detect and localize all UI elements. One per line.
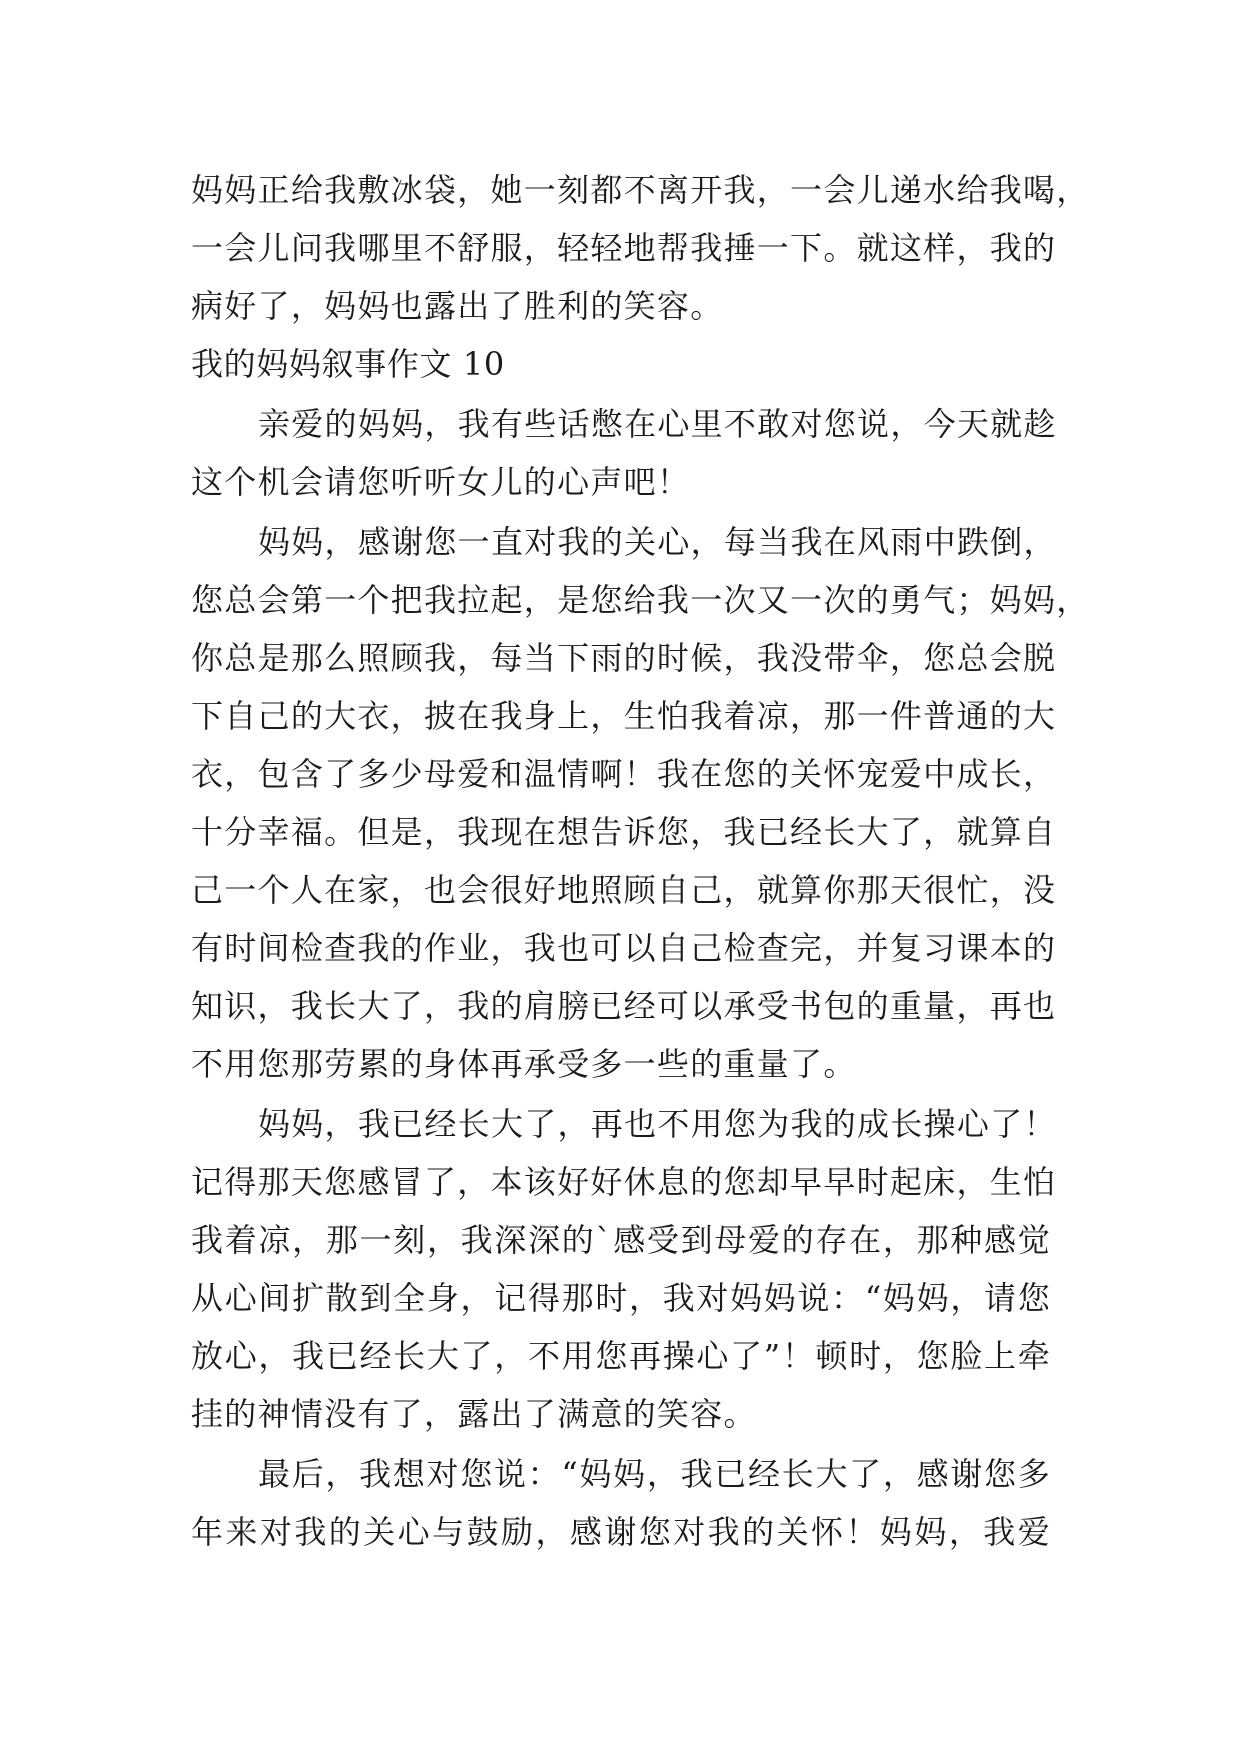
paragraph-line: 妈妈，感谢您一直对我的关心，每当我在风雨中跌倒， — [258, 523, 1057, 561]
paragraph-line: 有时间检查我的作业，我也可以自己检查完，并复习课本的 — [191, 929, 1057, 967]
paragraph-line: 下自己的大衣，披在我身上，生怕我着凉，那一件普通的大 — [191, 697, 1057, 735]
paragraph-line: 知识，我长大了，我的肩膀已经可以承受书包的重量，再也 — [191, 987, 1057, 1025]
paragraph-line: 病好了，妈妈也露出了胜利的笑容。 — [191, 287, 724, 325]
paragraph-line: 记得那天您感冒了，本该好好休息的您却早早时起床，生怕 — [191, 1163, 1057, 1201]
paragraph-line: 从心间扩散到全身，记得那时，我对妈妈说：“妈妈，请您 — [191, 1279, 1051, 1317]
paragraph-line: 你总是那么照顾我，每当下雨的时候，我没带伞，您总会脱 — [191, 639, 1057, 677]
paragraph-line: 妈妈正给我敷冰袋，她一刻都不离开我，一会儿递水给我喝， — [191, 171, 1090, 209]
paragraph-line: 您总会第一个把我拉起，是您给我一次又一次的勇气；妈妈， — [191, 581, 1090, 619]
paragraph-line: 衣，包含了多少母爱和温情啊！我在您的关怀宠爱中成长， — [191, 755, 1057, 793]
paragraph-line: 妈妈，我已经长大了，再也不用您为我的成长操心了！ — [258, 1105, 1057, 1143]
paragraph-line: 年来对我的关心与鼓励，感谢您对我的关怀！妈妈，我爱 — [191, 1513, 1051, 1551]
essay-heading: 我的妈妈叙事作文 10 — [191, 345, 505, 383]
paragraph-line: 不用您那劳累的身体再承受多一些的重量了。 — [191, 1045, 857, 1083]
paragraph-line: 己一个人在家，也会很好地照顾自己，就算你那天很忙，没 — [191, 871, 1057, 909]
paragraph-line: 最后，我想对您说：“妈妈，我已经长大了，感谢您多 — [258, 1455, 1051, 1493]
paragraph-line: 十分幸福。但是，我现在想告诉您，我已经长大了，就算自 — [191, 813, 1057, 851]
paragraph-line: 一会儿问我哪里不舒服，轻轻地帮我捶一下。就这样，我的 — [191, 229, 1057, 267]
paragraph-line: 这个机会请您听听女儿的心声吧！ — [191, 463, 691, 501]
paragraph-line: 亲爱的妈妈，我有些话憋在心里不敢对您说，今天就趁 — [258, 405, 1057, 443]
paragraph-line: 放心，我已经长大了，不用您再操心了”！顿时，您脸上牵 — [191, 1337, 1051, 1375]
paragraph-line: 我着凉，那一刻，我深深的`感受到母爱的存在，那种感觉 — [191, 1221, 1051, 1259]
paragraph-line: 挂的神情没有了，露出了满意的笑容。 — [191, 1395, 757, 1433]
